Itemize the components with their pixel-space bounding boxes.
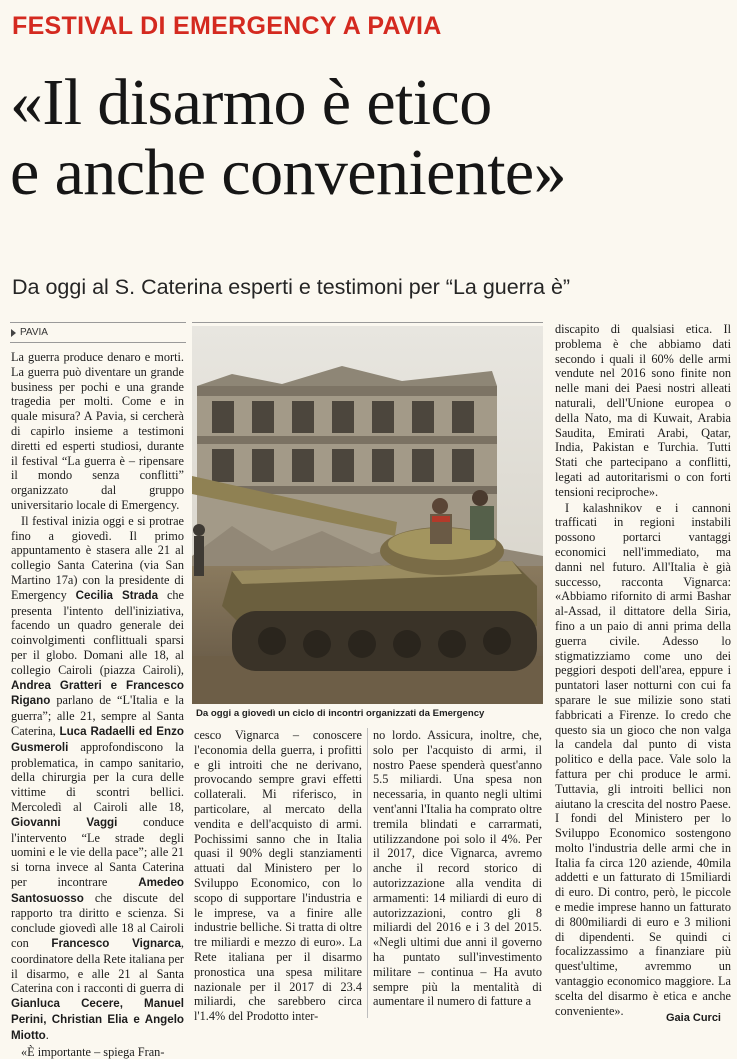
photo-caption: Da oggi a giovedì un ciclo di incontri organizzati da Emergency: [196, 708, 485, 719]
paragraph-col2: cesco Vignarca – conoscere l'economia della guerra, i profitti e gli introiti che ne derivano, provocando sempre gravi effetti collaterali. Mi riferisco, in particolare, al mercato della vendita e dell'acquisto di armi. Pochissimi sanno che in Italia quasi il 90% degli stanziamenti attuati dal Ministero per lo Sviluppo Economico, con lo scopo di supportare l'industria e le imprese, va a finire alle industrie belliche. Si tratta di oltre tre miliardi e mezzo di euro». La Rete italiana per il disarmo pronostica una spesa militare nazionale per il 2017 di 23.4 miliardi, che sarebbero circa l'1.4% del Prodotto inter-: [194, 728, 363, 1024]
speaker-name: Giovanni Vaggi: [11, 815, 118, 829]
program-text-5: conduce l'intervento “Le strade degli uomini e le vie della pace”; alle 21 si torna invece al Santa Caterina per incontrare: [11, 814, 185, 889]
speaker-name: Cecilia Strada: [75, 588, 159, 602]
speaker-name: Gianluca Cecere, Manuel Perini, Christian Elia e Angelo Miotto: [11, 997, 184, 1042]
paragraph-intro: La guerra produce denaro e morti. La guerra può diventare un grande business per pochi e una grande tragedia per molti. Come e in quale misura? A Pavia, si cercherà di capirlo insieme a testimoni diretti ed esperti studiosi, durante il festival “La guerra è – ripensare il mondo senza conflitti” organizzato dal gruppo universitario locale di Emergency.: [11, 350, 184, 512]
column-2: [194, 728, 362, 1024]
column-3: [373, 728, 542, 1024]
headline-line-1: «Il disarmo è etico: [10, 66, 492, 139]
tank-ruins-image: [192, 326, 543, 704]
dateline-text: PAVIA: [20, 327, 48, 338]
column-1: [11, 350, 185, 1059]
program-text-7: , coordinatore della Rete italiana per il disarmo, e alle 21 al Santa Caterina con i racconti di guerra di: [11, 936, 184, 996]
paragraph-col4-1: discapito di qualsiasi etica. Il problema è che abbiamo dati secondo i quali il 60% delle armi vendute nel 2016 sono finite non nelle mani dei Paesi nostri alleati naturali, dell'Unione europea o della Nato, ma di Kuwait, Arabia Saudita, Emirati Arabi, Qatar, India, Pakistan e Turchia. Tutti Stati che partecipano a conflitti, legati ad autoritarismi o con forti tensioni reciproche».: [555, 322, 731, 499]
dateline: [11, 327, 48, 338]
speaker-name: Francesco Vignarca: [51, 937, 181, 951]
speaker-name: Luca Radaelli ed Enzo Gusmeroli: [11, 724, 184, 754]
top-rule-left: [10, 322, 186, 323]
article-photo: [192, 326, 543, 704]
program-text-2: che presenta l'intento dell'iniziativa, facendo un quadro generale dei coinvolgimenti conflittuali sparsi per il globo. Domani alle 18, al collegio Cairoli (piazza Cairoli),: [11, 587, 185, 677]
paragraph-col3: no lordo. Assicura, inoltre, che, solo per l'acquisto di armi, il nostro Paese spenderà quest'anno 5.5 miliardi. Una spesa non necessaria, in quanto negli ultimi vent'anni l'Italia ha comprato oltre tremila blindati e carrarmati, utilizzandone poi solo il 4%. Per il 2017, dice Vignarca, avremo anche il record storico di autorizzazione alla vendita di armamenti: 14 miliardi di euro di autorizzazioni, contro gli 8 miliardi del 2016 e i 3 del 2015. «Negli ultimi due anni il governo ha puntato sull'investimento militare – continua – Ha avuto sempre più la mentalità di aumentare il numero di fatture a: [373, 728, 542, 1009]
column-divider: [367, 728, 368, 1018]
top-rule-middle: [192, 322, 543, 323]
program-text-3: parlano de “L'Italia e la guerra”; alle 21, sempre al Santa Caterina,: [11, 693, 184, 738]
paragraph-program: [11, 514, 184, 1044]
paragraph-col4-2: I kalashnikov e i cannoni trafficati in regioni instabili possono portarci vantaggi economici nell'immediato, ma danni nel futuro. All'Italia è già successo, racconta Vignarca: «Abbiamo rifornito di armi Bashar al-Assad, il dittatore della Siria, fino a un paio di anni prima della guerra civile. Adesso lo stigmatizziamo come uno dei peggiori despoti dell'area, eppure i puntatori laser notturni con cui fa sparare le sue milizie sono stati fabbricati a Firenze. Io credo che questo sia un gioco che non valga la candela dal punto di vista politico e della pace. Vale solo la fattura per chi produce le armi. Tuttavia, gli introiti bellici non aiutano la crescita del nostro Paese. I fondi del Ministero per lo Sviluppo Economico sostengono molto l'industria delle armi che in Italia fa circa 120 aziende, 40mila addetti e un fatturato di 15miliardi di euro. Di contro, però, le piccole e medie imprese hanno un fatturato di 800miliardi di euro e 3 milioni di dipendenti. Se quindi ci focalizzassimo a finanziare più quest'ultime, avremmo un vantaggio economico maggiore. La scelta del disarmo è etica e anche conveniente».: [555, 500, 731, 1018]
headline-line-2: e anche conveniente»: [10, 136, 567, 209]
program-text-8: .: [45, 1027, 49, 1042]
program-text-6: che discute del rapporto tra diritto e scienza. Si conclude giovedì alle 18 al Cairoli con: [11, 890, 184, 951]
program-text-1: Il festival inizia oggi e si protrae fino a giovedì. Il primo appuntamento è stasera alle 21 al collegio Santa Caterina (via San Martino 17a) con la presidente di Emergency: [11, 513, 184, 602]
speaker-name: Amedeo Santosuosso: [11, 875, 184, 905]
speaker-name: Andrea Gratteri e Francesco Rigano: [11, 678, 184, 708]
dateline-rule: [10, 342, 186, 343]
paragraph-quote-start: «È importante – spiega Fran-: [21, 1044, 165, 1059]
program-text-4: approfondiscono la problematica, in campo sanitario, della chirurgia per la cura delle vittime di scontri bellici. Mercoledì al Cairoli alle 18,: [11, 739, 184, 814]
headline: [10, 68, 737, 208]
author-byline: Gaia Curci: [665, 1012, 721, 1024]
subheadline: Da oggi al S. Caterina esperti e testimoni per “La guerra è”: [12, 275, 571, 299]
dateline-marker-icon: [11, 329, 16, 337]
section-kicker: FESTIVAL DI EMERGENCY A PAVIA: [12, 12, 442, 40]
